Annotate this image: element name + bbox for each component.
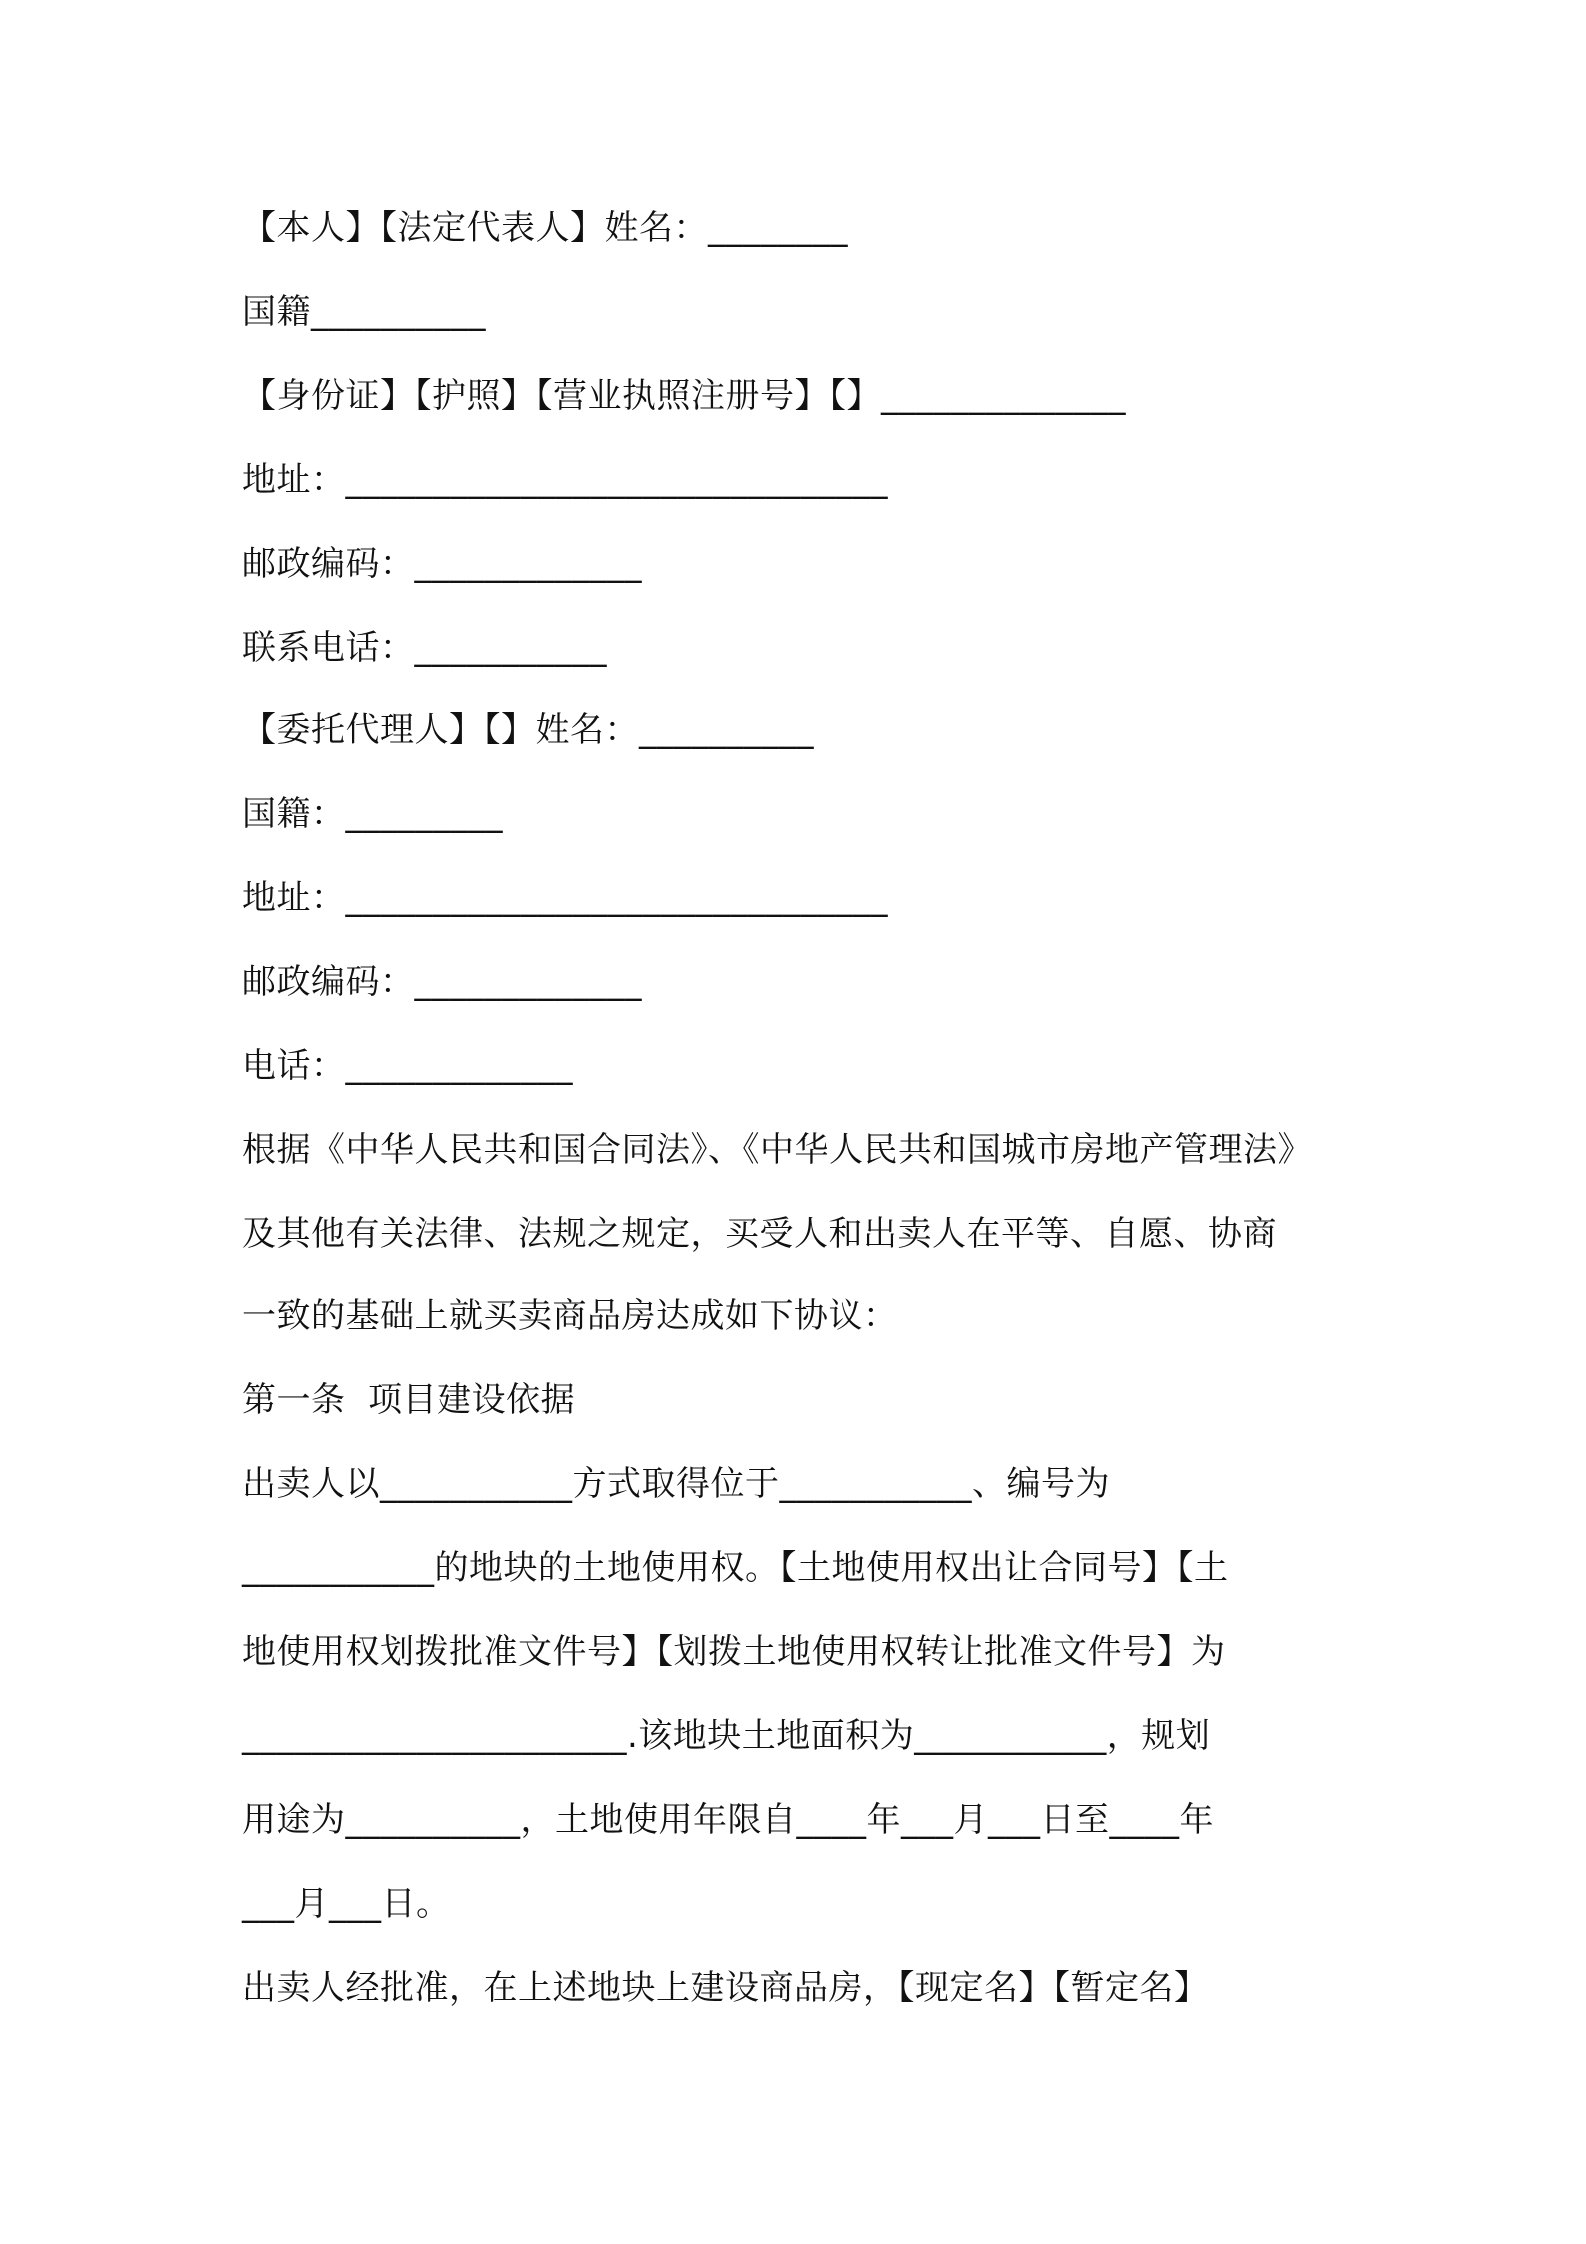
- preamble-line-1: 根据《中华人民共和国合同法》、《中华人民共和国城市房地产管理法》: [242, 1130, 1312, 1170]
- agent-nationality-line: 国籍：_________: [242, 794, 503, 834]
- article-1-line-4: ______________________.该地块土地面积为___________，规划: [242, 1716, 1211, 1756]
- owner-name-line: 【本人】【法定代表人】姓名：________: [242, 208, 848, 248]
- agent-address-line: 地址：_______________________________: [242, 878, 888, 918]
- article-1-line-2: ___________的地块的土地使用权。【土地使用权出让合同号】【土: [242, 1548, 1229, 1588]
- agent-name-line: 【委托代理人】【】姓名：__________: [242, 710, 814, 750]
- article-1-paragraph-2-line-1: 出卖人经批准，在上述地块上建设商品房，【现定名】【暂定名】: [242, 1968, 1209, 2008]
- preamble-line-3: 一致的基础上就买卖商品房达成如下协议：: [242, 1296, 898, 1336]
- contact-phone-line: 联系电话：___________: [242, 628, 607, 668]
- article-1-heading: 第一条 项目建设依据: [242, 1380, 576, 1420]
- article-1-line-1: 出卖人以___________方式取得位于___________、编号为: [242, 1464, 1110, 1504]
- article-1-line-3: 地使用权划拨批准文件号】【划拨土地使用权转让批准文件号】为: [242, 1632, 1226, 1672]
- agent-postal-code-line: 邮政编码：_____________: [242, 962, 642, 1002]
- preamble-line-2: 及其他有关法律、法规之规定，买受人和出卖人在平等、自愿、协商: [242, 1214, 1277, 1254]
- article-1-line-6: ___月___日。: [242, 1884, 451, 1924]
- postal-code-line: 邮政编码：_____________: [242, 544, 642, 584]
- nationality-line: 国籍__________: [242, 292, 486, 332]
- article-1-line-5: 用途为__________，土地使用年限自____年___月___日至____年: [242, 1800, 1214, 1840]
- address-line: 地址：_______________________________: [242, 460, 888, 500]
- id-document-line: 【身份证】【护照】【营业执照注册号】【】______________: [242, 376, 1126, 416]
- agent-phone-line: 电话：_____________: [242, 1046, 573, 1086]
